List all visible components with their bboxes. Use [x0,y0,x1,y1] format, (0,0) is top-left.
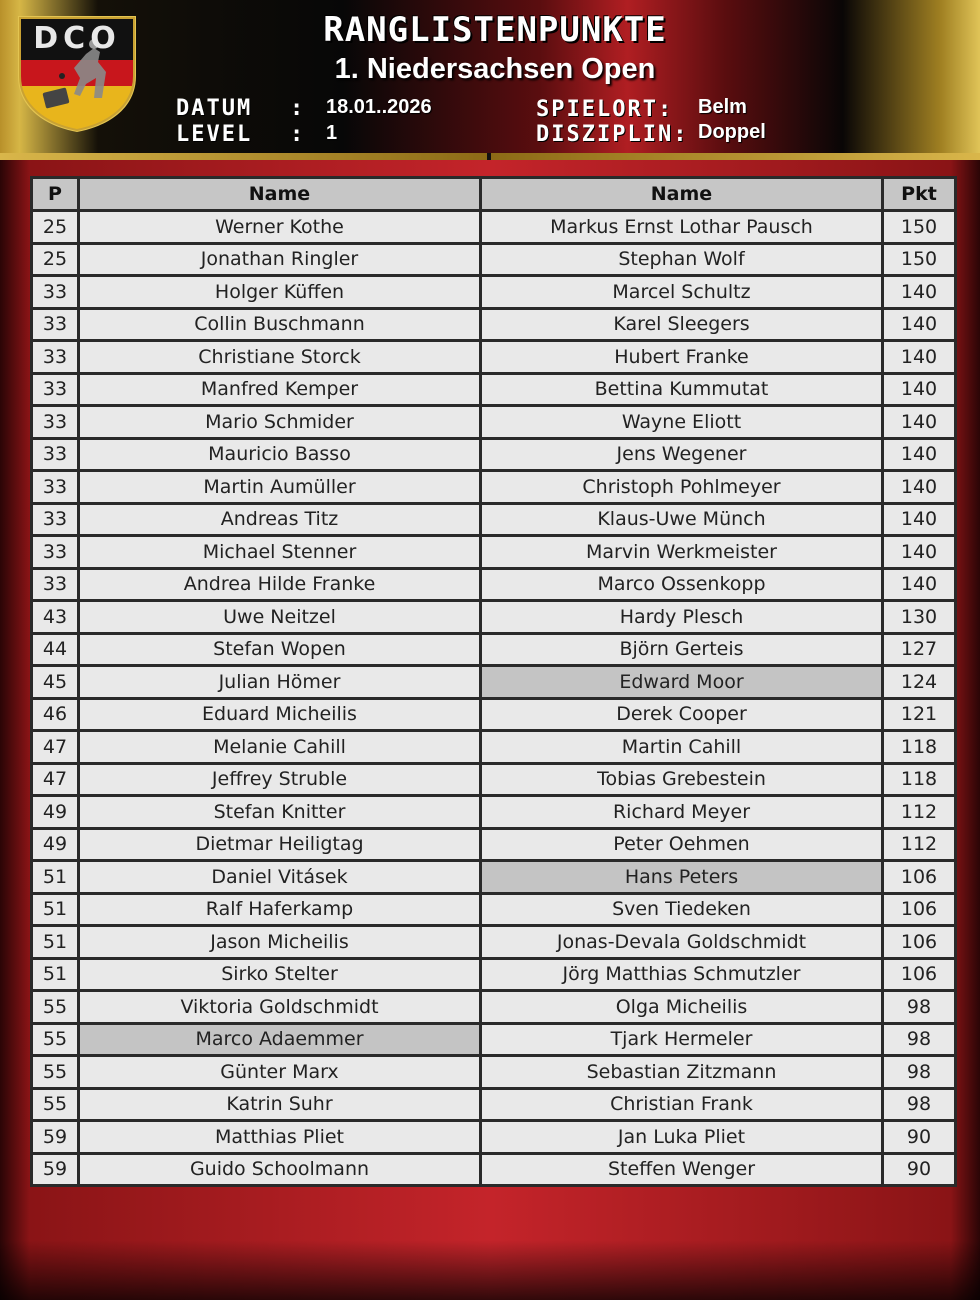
player-1-name-cell: Mario Schmider [79,406,481,439]
placement-cell: 33 [32,276,79,309]
player-1-name-cell: Ralf Haferkamp [79,893,481,926]
placement-cell: 46 [32,698,79,731]
placement-cell: 55 [32,1088,79,1121]
player-1-name-cell: Katrin Suhr [79,1088,481,1121]
player-2-name-cell: Richard Meyer [481,796,883,829]
points-cell: 130 [883,601,956,634]
table-row [32,536,956,569]
points-cell: 98 [883,1088,956,1121]
points-cell: 140 [883,471,956,504]
points-cell: 106 [883,861,956,894]
ranking-table [30,176,957,1187]
points-cell: 112 [883,796,956,829]
placement-cell: 33 [32,471,79,504]
player-1-name-cell: Günter Marx [79,1056,481,1089]
player-2-name-cell: Tjark Hermeler [481,1023,883,1056]
player-1-name-cell: Eduard Micheilis [79,698,481,731]
level-label: LEVEL [176,122,253,147]
points-cell: 140 [883,503,956,536]
player-1-name-cell: Mauricio Basso [79,438,481,471]
table-row [32,601,956,634]
points-cell: 118 [883,763,956,796]
spielort-label: SPIELORT: [536,97,674,122]
placement-cell: 33 [32,568,79,601]
player-2-name-cell: Derek Cooper [481,698,883,731]
header-rule-gap [487,153,491,160]
column-header-pkt: Pkt [883,178,956,211]
table-row [32,763,956,796]
player-2-name-cell: Stephan Wolf [481,243,883,276]
placement-cell: 33 [32,308,79,341]
disziplin-value: Doppel [698,121,766,143]
spielort-value: Belm [698,96,747,118]
player-2-name-cell: Bettina Kummutat [481,373,883,406]
player-1-name-cell: Dietmar Heiligtag [79,828,481,861]
player-2-name-cell: Olga Micheilis [481,991,883,1024]
placement-cell: 55 [32,1023,79,1056]
table-row [32,1056,956,1089]
points-cell: 118 [883,731,956,764]
player-1-name-cell: Melanie Cahill [79,731,481,764]
player-1-name-cell: Jason Micheilis [79,926,481,959]
points-cell: 124 [883,666,956,699]
points-cell: 98 [883,1023,956,1056]
points-cell: 121 [883,698,956,731]
table-row [32,1088,956,1121]
placement-cell: 33 [32,536,79,569]
player-1-name-cell: Jonathan Ringler [79,243,481,276]
player-2-name-cell: Marvin Werkmeister [481,536,883,569]
player-2-name-cell: Steffen Wenger [481,1153,883,1186]
player-2-name-cell: Jonas-Devala Goldschmidt [481,926,883,959]
level-colon: : [290,122,304,147]
player-1-name-cell: Collin Buschmann [79,308,481,341]
table-row [32,341,956,374]
placement-cell: 55 [32,1056,79,1089]
points-cell: 106 [883,893,956,926]
player-1-name-cell: Uwe Neitzel [79,601,481,634]
table-row [32,276,956,309]
points-cell: 140 [883,568,956,601]
table-row [32,373,956,406]
points-cell: 98 [883,1056,956,1089]
placement-cell: 51 [32,958,79,991]
table-row [32,503,956,536]
player-2-name-cell: Jan Luka Pliet [481,1121,883,1154]
player-2-name-cell: Hardy Plesch [481,601,883,634]
datum-label: DATUM [176,96,253,121]
placement-cell: 25 [32,211,79,244]
points-cell: 140 [883,341,956,374]
player-1-name-cell: Michael Stenner [79,536,481,569]
datum-colon: : [290,96,304,121]
table-row [32,731,956,764]
player-2-name-cell: Hubert Franke [481,341,883,374]
table-row [32,796,956,829]
points-cell: 127 [883,633,956,666]
placement-cell: 44 [32,633,79,666]
player-2-name-cell: Markus Ernst Lothar Pausch [481,211,883,244]
column-header-p: P [32,178,79,211]
table-row [32,1023,956,1056]
placement-cell: 33 [32,373,79,406]
points-cell: 98 [883,991,956,1024]
player-1-name-cell: Andrea Hilde Franke [79,568,481,601]
placement-cell: 59 [32,1121,79,1154]
player-2-name-cell: Marco Ossenkopp [481,568,883,601]
placement-cell: 25 [32,243,79,276]
player-2-name-cell: Sven Tiedeken [481,893,883,926]
player-2-name-cell: Christian Frank [481,1088,883,1121]
player-1-name-cell: Stefan Wopen [79,633,481,666]
table-row [32,666,956,699]
player-2-name-cell: Peter Oehmen [481,828,883,861]
player-1-name-cell: Werner Kothe [79,211,481,244]
placement-cell: 51 [32,861,79,894]
table-row [32,308,956,341]
player-2-name-cell: Martin Cahill [481,731,883,764]
table-header-row [32,178,956,211]
player-1-name-cell: Holger Küffen [79,276,481,309]
placement-cell: 43 [32,601,79,634]
player-1-name-cell: Andreas Titz [79,503,481,536]
player-1-name-cell: Stefan Knitter [79,796,481,829]
placement-cell: 33 [32,438,79,471]
disziplin-label: DISZIPLIN: [536,122,689,147]
player-2-name-cell: Klaus-Uwe Münch [481,503,883,536]
points-cell: 140 [883,438,956,471]
page-title: RANGLISTENPUNKTE [323,10,667,50]
placement-cell: 51 [32,893,79,926]
player-2-name-cell: Hans Peters [481,861,883,894]
level-value: 1 [326,122,338,144]
table-row [32,406,956,439]
table-row [32,1121,956,1154]
player-1-name-cell: Matthias Pliet [79,1121,481,1154]
table-row [32,958,956,991]
points-cell: 90 [883,1121,956,1154]
points-cell: 150 [883,243,956,276]
dco-logo [16,14,138,132]
datum-value: 18.01..2026 [326,96,432,118]
player-1-name-cell: Daniel Vitásek [79,861,481,894]
table-row [32,698,956,731]
points-cell: 140 [883,406,956,439]
player-1-name-cell: Marco Adaemmer [79,1023,481,1056]
placement-cell: 59 [32,1153,79,1186]
points-cell: 90 [883,1153,956,1186]
points-cell: 140 [883,276,956,309]
table-row [32,926,956,959]
player-2-name-cell: Tobias Grebestein [481,763,883,796]
points-cell: 140 [883,536,956,569]
placement-cell: 51 [32,926,79,959]
placement-cell: 33 [32,406,79,439]
points-cell: 106 [883,958,956,991]
placement-cell: 33 [32,341,79,374]
placement-cell: 47 [32,731,79,764]
table-row [32,633,956,666]
placement-cell: 49 [32,828,79,861]
table-row [32,211,956,244]
table-row [32,861,956,894]
player-2-name-cell: Jörg Matthias Schmutzler [481,958,883,991]
placement-cell: 49 [32,796,79,829]
player-2-name-cell: Edward Moor [481,666,883,699]
player-1-name-cell: Julian Hömer [79,666,481,699]
player-2-name-cell: Christoph Pohlmeyer [481,471,883,504]
player-1-name-cell: Sirko Stelter [79,958,481,991]
points-cell: 140 [883,308,956,341]
logo-text: DCO [33,21,121,56]
player-1-name-cell: Martin Aumüller [79,471,481,504]
column-header-name-1: Name [79,178,481,211]
player-2-name-cell: Sebastian Zitzmann [481,1056,883,1089]
player-2-name-cell: Björn Gerteis [481,633,883,666]
player-1-name-cell: Christiane Storck [79,341,481,374]
points-cell: 106 [883,926,956,959]
points-cell: 112 [883,828,956,861]
player-1-name-cell: Jeffrey Struble [79,763,481,796]
event-name: 1. Niedersachsen Open [334,53,656,85]
table-row [32,438,956,471]
table-row [32,893,956,926]
table-row [32,568,956,601]
table-row [32,991,956,1024]
placement-cell: 33 [32,503,79,536]
table-row [32,1153,956,1186]
player-2-name-cell: Jens Wegener [481,438,883,471]
table-row [32,828,956,861]
table-row [32,471,956,504]
table-row [32,243,956,276]
player-1-name-cell: Manfred Kemper [79,373,481,406]
points-cell: 150 [883,211,956,244]
player-2-name-cell: Marcel Schultz [481,276,883,309]
placement-cell: 45 [32,666,79,699]
placement-cell: 47 [32,763,79,796]
player-1-name-cell: Viktoria Goldschmidt [79,991,481,1024]
player-2-name-cell: Karel Sleegers [481,308,883,341]
player-2-name-cell: Wayne Eliott [481,406,883,439]
points-cell: 140 [883,373,956,406]
column-header-name-2: Name [481,178,883,211]
player-1-name-cell: Guido Schoolmann [79,1153,481,1186]
placement-cell: 55 [32,991,79,1024]
